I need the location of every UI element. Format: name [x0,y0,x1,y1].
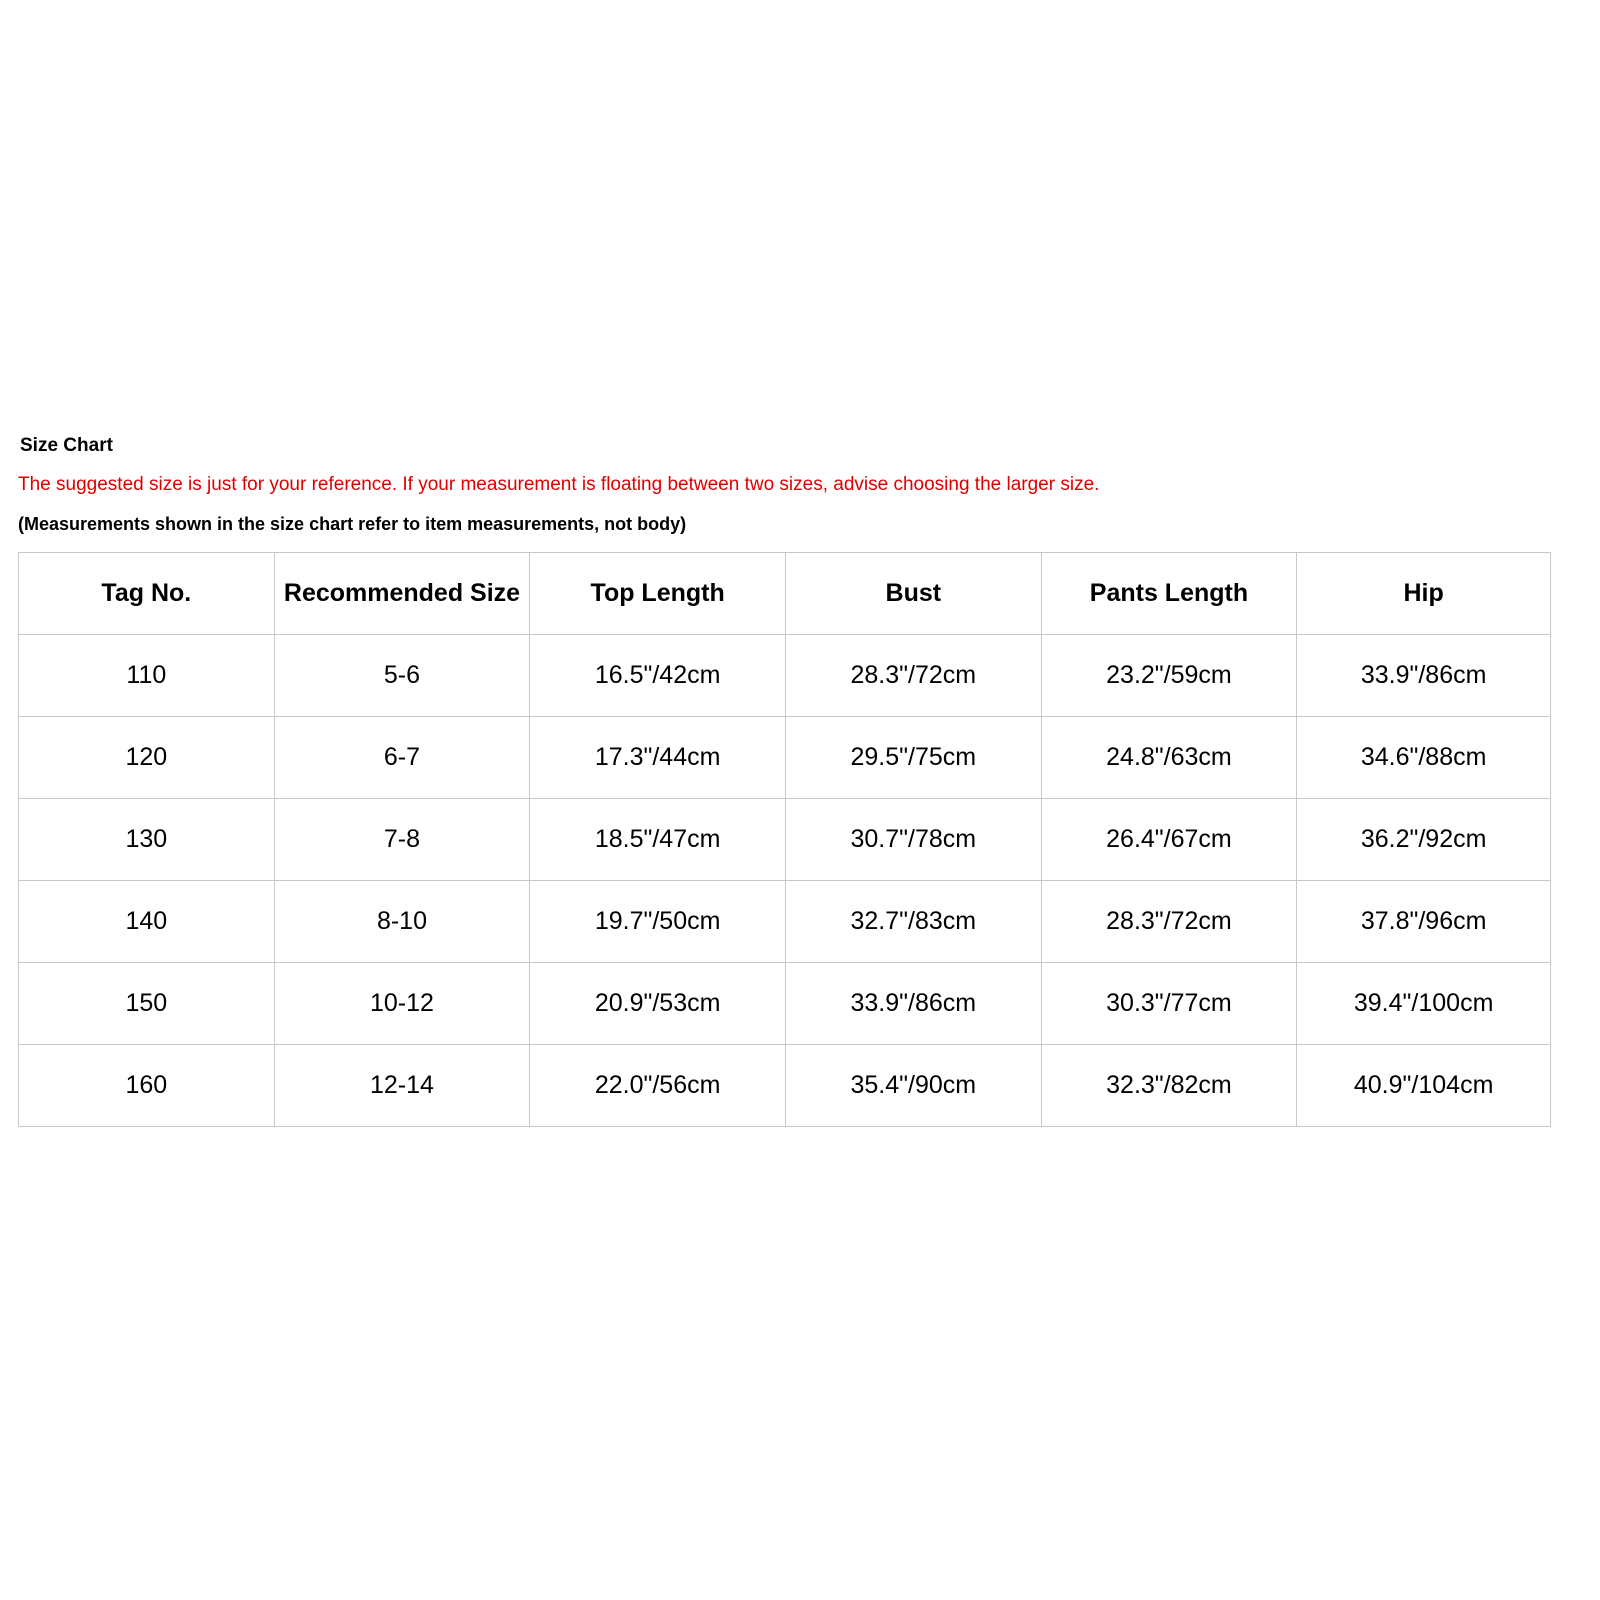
table-row [19,963,1551,1045]
cell-bust: 35.4"/90cm [785,1045,1041,1127]
measurement-disclaimer: (Measurements shown in the size chart refer to item measurements, not body) [18,514,687,534]
cell-hip: 39.4"/100cm [1297,963,1551,1045]
header-pants-length: Pants Length [1041,553,1297,635]
header-recommended-size: Recommended Size [274,553,530,635]
cell-pants-length: 28.3"/72cm [1041,881,1297,963]
cell-top-length: 22.0"/56cm [530,1045,786,1127]
cell-pants-length: 26.4"/67cm [1041,799,1297,881]
cell-pants-length: 30.3"/77cm [1041,963,1297,1045]
cell-top-length: 16.5"/42cm [530,635,786,717]
chart-title: Size Chart [20,435,113,456]
header-hip: Hip [1297,553,1551,635]
cell-tag-no: 160 [19,1045,275,1127]
table-header-row [19,553,1551,635]
table-row [19,799,1551,881]
cell-pants-length: 32.3"/82cm [1041,1045,1297,1127]
cell-bust: 32.7"/83cm [785,881,1041,963]
cell-pants-length: 23.2"/59cm [1041,635,1297,717]
size-table [18,552,1551,1127]
sizing-advice-note: The suggested size is just for your reference. If your measurement is floating between two sizes, advise choosing the larger size. [18,474,1100,495]
header-bust: Bust [785,553,1041,635]
cell-hip: 37.8"/96cm [1297,881,1551,963]
cell-top-length: 19.7"/50cm [530,881,786,963]
cell-bust: 33.9"/86cm [785,963,1041,1045]
cell-recommended-size: 7-8 [274,799,530,881]
cell-tag-no: 130 [19,799,275,881]
cell-recommended-size: 8-10 [274,881,530,963]
cell-tag-no: 120 [19,717,275,799]
cell-hip: 40.9"/104cm [1297,1045,1551,1127]
cell-top-length: 18.5"/47cm [530,799,786,881]
cell-hip: 34.6"/88cm [1297,717,1551,799]
cell-hip: 33.9"/86cm [1297,635,1551,717]
cell-bust: 28.3"/72cm [785,635,1041,717]
cell-recommended-size: 12-14 [274,1045,530,1127]
cell-pants-length: 24.8"/63cm [1041,717,1297,799]
cell-top-length: 17.3"/44cm [530,717,786,799]
cell-bust: 29.5"/75cm [785,717,1041,799]
cell-tag-no: 110 [19,635,275,717]
size-chart [18,434,1558,1127]
cell-top-length: 20.9"/53cm [530,963,786,1045]
cell-recommended-size: 5-6 [274,635,530,717]
header-tag-no: Tag No. [19,553,275,635]
cell-tag-no: 140 [19,881,275,963]
cell-recommended-size: 10-12 [274,963,530,1045]
header-top-length: Top Length [530,553,786,635]
cell-hip: 36.2"/92cm [1297,799,1551,881]
table-row [19,635,1551,717]
cell-recommended-size: 6-7 [274,717,530,799]
table-row [19,881,1551,963]
table-row [19,1045,1551,1127]
cell-tag-no: 150 [19,963,275,1045]
table-row [19,717,1551,799]
cell-bust: 30.7"/78cm [785,799,1041,881]
